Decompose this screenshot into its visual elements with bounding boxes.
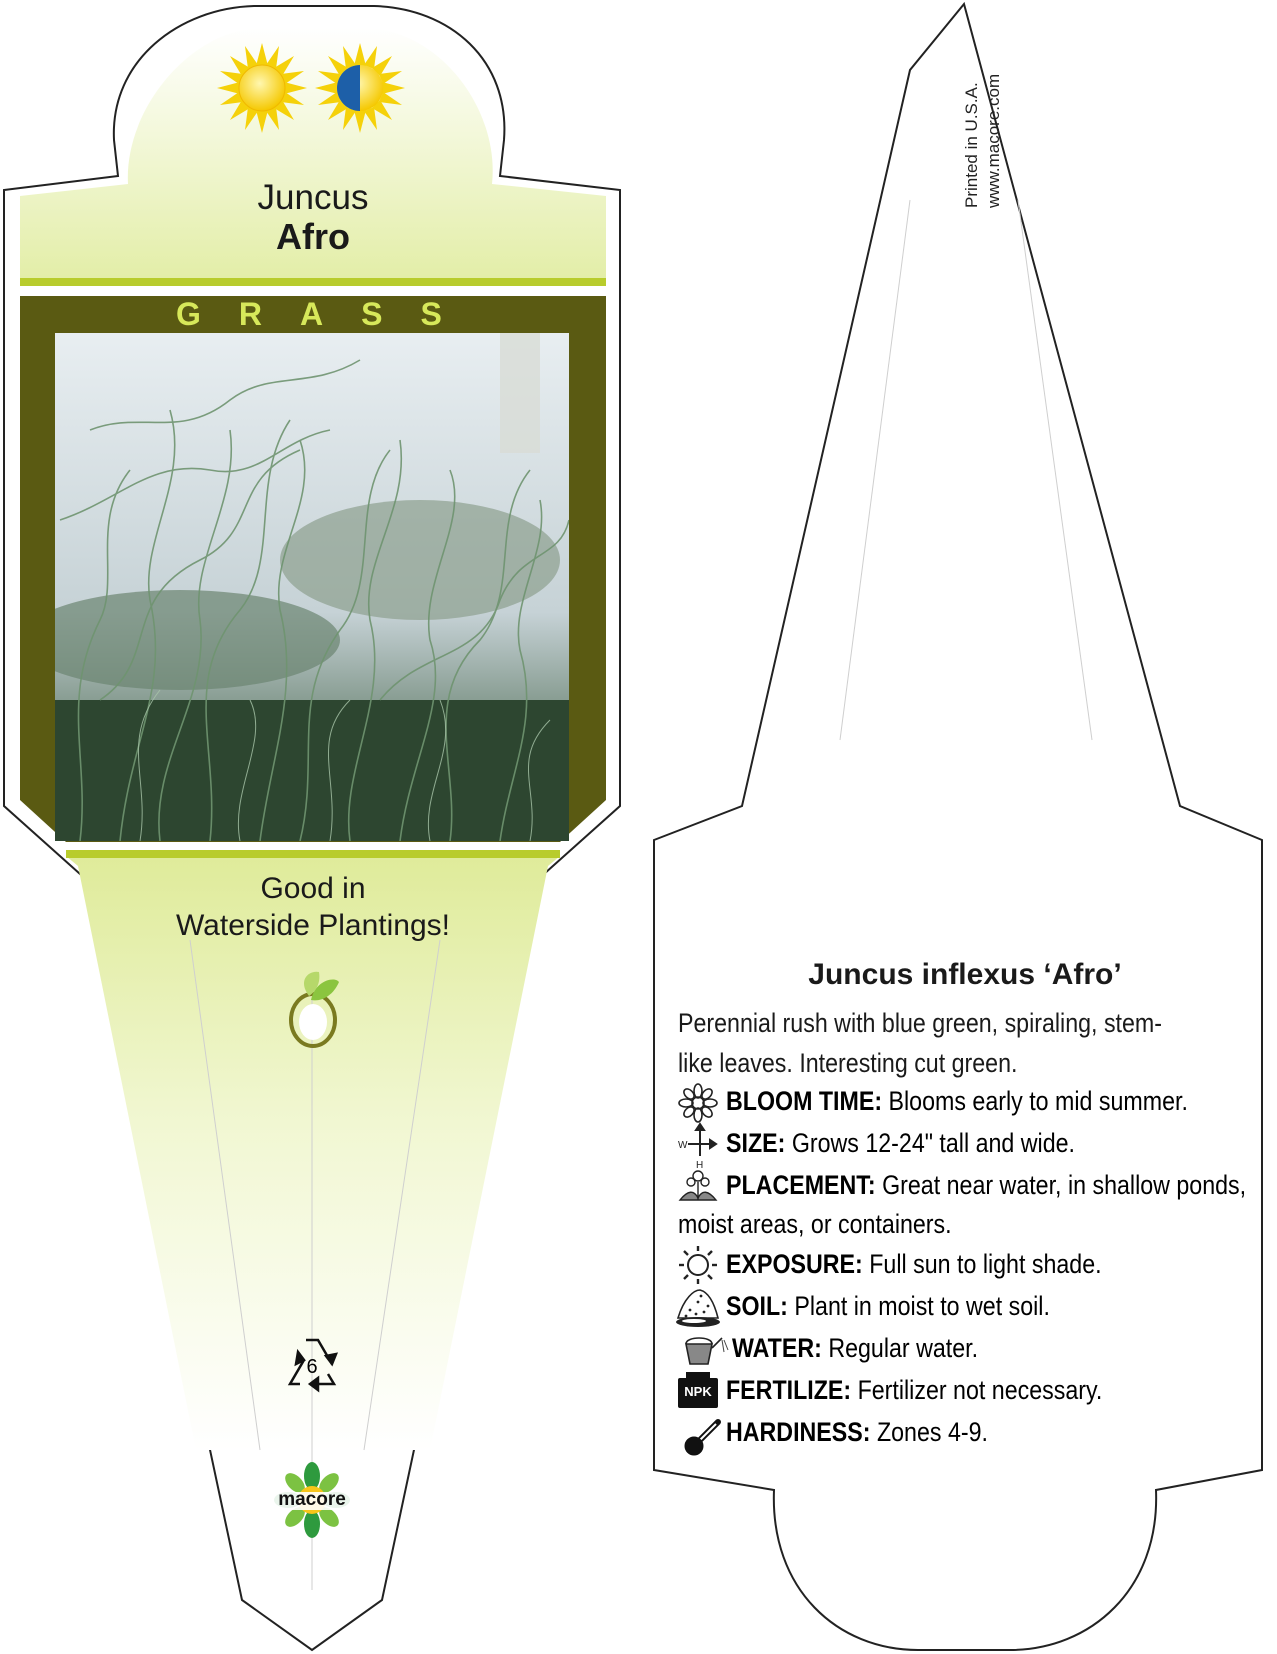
attr-size <box>726 1128 1075 1159</box>
npk-label: NPK <box>684 1384 712 1399</box>
attr-value: Plant in moist to wet soil. <box>794 1291 1050 1321</box>
attr-soil <box>726 1291 1050 1322</box>
plant-description: Perennial rush with blue green, spiraling, stem-like leaves. Interesting cut green. <box>678 1008 1162 1078</box>
svg-text:H: H <box>696 1160 704 1171</box>
recycle-code: 6 <box>306 1356 318 1378</box>
attr-hardiness <box>726 1417 988 1448</box>
attr-bloom-time <box>726 1086 1188 1117</box>
attr-value: Grows 12-24" tall and wide. <box>791 1128 1075 1158</box>
attr-label: SIZE: <box>726 1128 786 1158</box>
attr-label: FERTILIZE: <box>726 1375 852 1405</box>
attr-placement-continuation: moist areas, or containers. <box>678 1209 952 1239</box>
plant-genus: Juncus <box>257 178 369 217</box>
attr-value: Great near water, in shallow ponds, <box>882 1170 1247 1200</box>
attr-label: BLOOM TIME: <box>726 1086 883 1116</box>
attr-value: Zones 4-9. <box>876 1417 988 1447</box>
plant-category: GRASS <box>176 296 480 332</box>
attr-label: PLACEMENT: <box>726 1170 876 1200</box>
attr-water <box>732 1333 978 1364</box>
attr-label: EXPOSURE: <box>726 1249 863 1279</box>
plant-cultivar: Afro <box>276 216 350 257</box>
attr-value: Regular water. <box>828 1333 979 1363</box>
attr-label: HARDINESS: <box>726 1417 871 1447</box>
svg-text:W: W <box>678 1140 688 1151</box>
attr-value: Blooms early to mid summer. <box>888 1086 1188 1116</box>
attr-exposure <box>726 1249 1102 1280</box>
brand-name: macore <box>278 1489 346 1510</box>
website: www.macore.com <box>984 73 1003 208</box>
attr-value: Full sun to light shade. <box>869 1249 1102 1279</box>
attr-fertilize <box>726 1375 1102 1406</box>
attr-label: WATER: <box>732 1333 822 1363</box>
botanical-title: Juncus inflexus ‘Afro’ <box>808 958 1122 991</box>
tagline-line2: Waterside Plantings! <box>175 909 450 942</box>
tagline-line1: Good in <box>260 872 366 905</box>
printed-in: Printed in U.S.A. <box>962 82 981 208</box>
attr-label: SOIL: <box>726 1291 788 1321</box>
attr-value: Fertilizer not necessary. <box>857 1375 1103 1405</box>
attr-placement <box>726 1170 1246 1201</box>
